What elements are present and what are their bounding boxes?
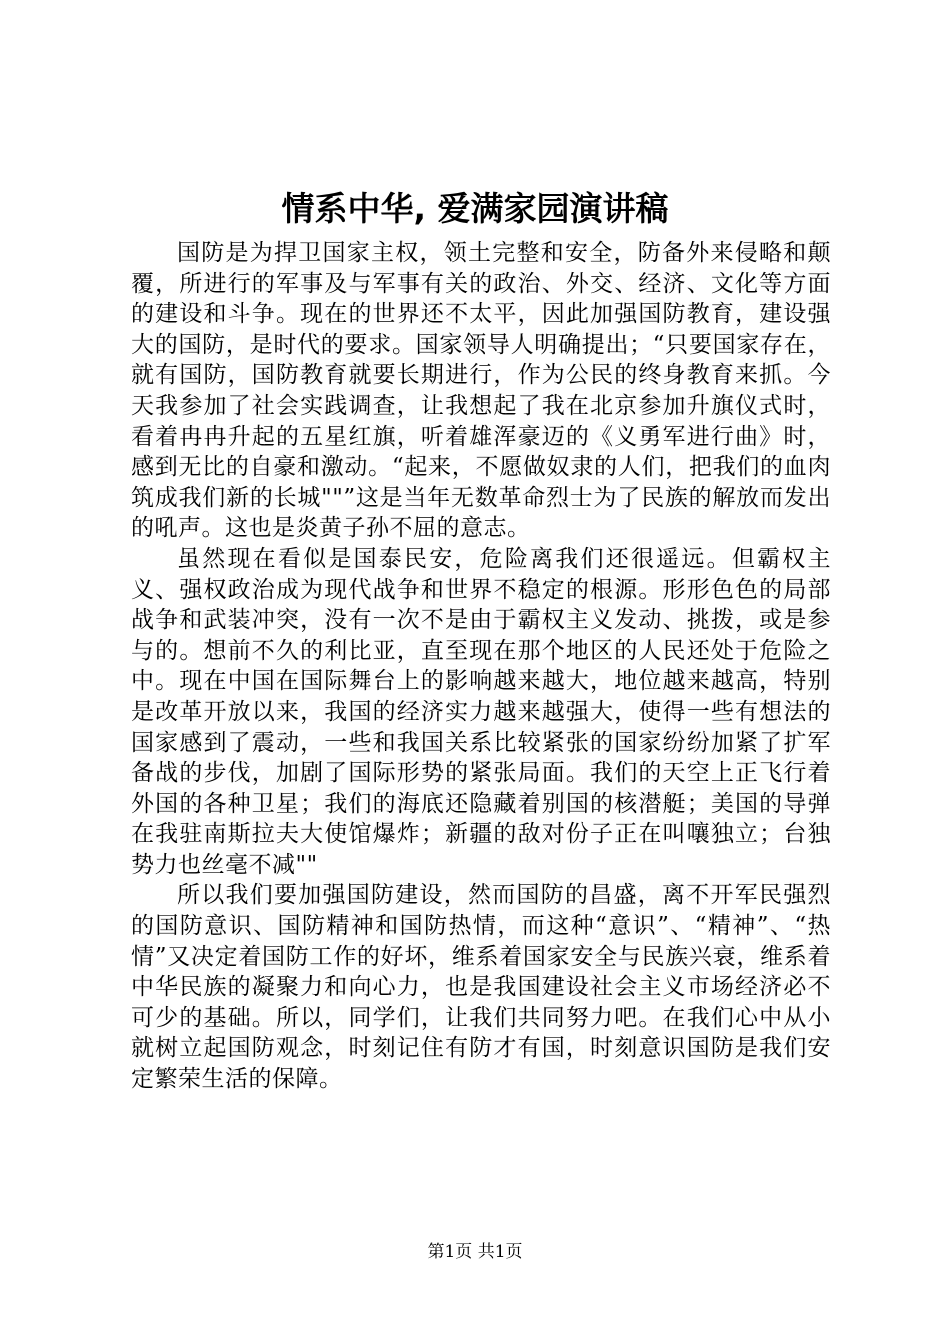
document-body — [131, 238, 831, 1095]
page-footer: 第1页 共1页 — [427, 1242, 523, 1262]
document-title: 情系中华, 爱满家园演讲稿 — [281, 189, 669, 228]
paragraph-2: 虽然现在看似是国泰民安，危险离我们还很遥远。但霸权主义、强权政治成为现代战争和世界不稳定的根源。形形色色的局部战争和武装冲突，没有一次不是由于霸权主义发动、挑拨，或是参与的。想前不久的利比亚，直至现在那个地区的人民还处于危险之中。现在中国在国际舞台上的影响越来越大，地位越来越高，特别是改革开放以来，我国的经济实力越来越强大，使得一些有想法的国家感到了震动，一些和我国关系比较紧张的国家纷纷加紧了扩军备战的步伐，加剧了国际形势的紧张局面。我们的天空上正飞行着外国的各种卫星；我们的海底还隐藏着别国的核潜艇；美国的导弹在我驻南斯拉夫大使馆爆炸；新疆的敌对份子正在叫嚷独立；台独势力也丝毫不减"" — [131, 545, 831, 878]
paragraph-3: 所以我们要加强国防建设，然而国防的昌盛，离不开军民强烈的国防意识、国防精神和国防热情，而这种“意识”、“精神”、“热情”又决定着国防工作的好坏，维系着国家安全与民族兴衰，维系着中华民族的凝聚力和向心力，也是我国建设社会主义市场经济必不可少的基础。所以，同学们，让我们共同努力吧。在我们心中从小就树立起国防观念，时刻记住有防才有国，时刻意识国防是我们安定繁荣生活的保障。 — [131, 882, 831, 1093]
paragraph-1: 国防是为捍卫国家主权，领土完整和安全，防备外来侵略和颠覆，所进行的军事及与军事有关的政治、外交、经济、文化等方面的建设和斗争。现在的世界还不太平，因此加强国防教育，建设强大的国防，是时代的要求。国家领导人明确提出；“只要国家存在，就有国防，国防教育就要长期进行，作为公民的终身教育来抓。今天我参加了社会实践调查，让我想起了我在北京参加升旗仪式时，看着冉冉升起的五星红旗，听着雄浑豪迈的《义勇军进行曲》时，感到无比的自豪和激动。“起来，不愿做奴隶的人们，把我们的血肉筑成我们新的长城""”这是当年无数革命烈士为了民族的解放而发出的吼声。这也是炎黄子孙不屈的意志。 — [131, 240, 831, 542]
